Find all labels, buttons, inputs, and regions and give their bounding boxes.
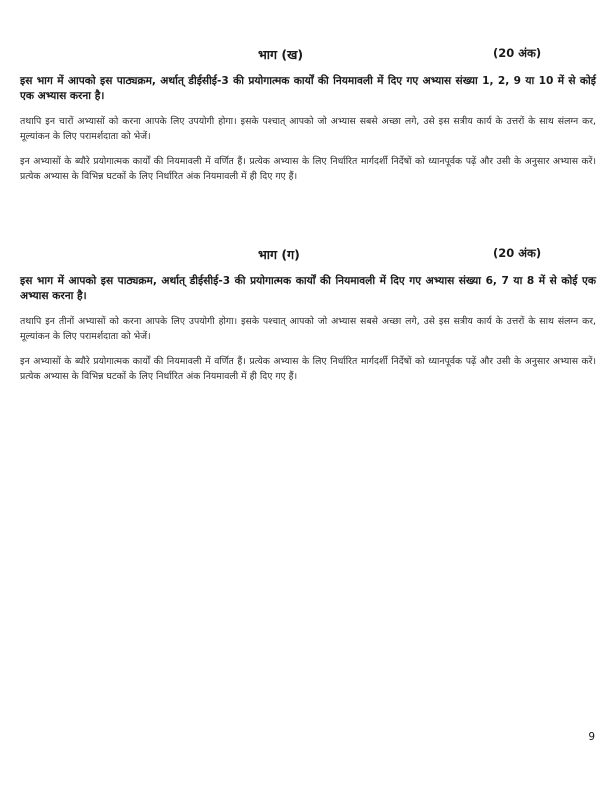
part-c-section: [20, 246, 596, 384]
part-b-instruction: इस भाग में आपको इस पाठ्यक्रम, अर्थात् डीईसीई-3 की प्रयोगात्मक कार्यों की नियमावली में दिए गए अभ्यास संख्या 1, 2, 9 या 10 में से कोई एक अभ्यास करना है।: [20, 75, 596, 102]
part-b-header: [20, 46, 596, 66]
part-c-instruction: इस भाग में आपको इस पाठ्यक्रम, अर्थात् डीईसीई-3 की प्रयोगात्मक कार्यों की नियमावली में दिए गए अभ्यास संख्या 6, 7 या 8 में से कोई एक अभ्यास करना है।: [20, 275, 596, 302]
part-b-marks: (20 अंक): [493, 46, 542, 60]
part-b-title: भाग (ख): [258, 47, 304, 62]
part-c-paragraph-2: इन अभ्यासों के ब्यौरे प्रयोगात्मक कार्यों की नियमावली में वर्णित हैं। प्रत्येक अभ्यास के लिए निर्धारित मार्गदर्शी निर्देषों को ध्यानपूर्वक पढ़ें और उसी के अनुसार अभ्यास करें। प्रत्येक अभ्यास के विभिन्न घटकों के लिए निर्धारित अंक नियमावली में ही दिए गए हैं।: [20, 356, 596, 382]
part-c-marks: (20 अंक): [493, 246, 542, 260]
part-c-header: [20, 246, 596, 266]
part-b-paragraph-1: तथापि इन चारों अभ्यासों को करना आपके लिए उपयोगी होगा। इसके पश्चात् आपको जो अभ्यास सबसे अच्छा लगे, उसे इस सत्रीय कार्य के उत्तरों के साथ संलग्न कर, मूल्यांकन के लिए परामर्शदाता को भेजें।: [20, 116, 596, 142]
page-number: 9: [588, 731, 595, 743]
part-b-section: [20, 46, 596, 184]
part-b-paragraph-2: इन अभ्यासों के ब्यौरे प्रयोगात्मक कार्यों की नियमावली में वर्णित हैं। प्रत्येक अभ्यास के लिए निर्धारित मार्गदर्शी निर्देषों को ध्यानपूर्वक पढ़ें और उसी के अनुसार अभ्यास करें। प्रत्येक अभ्यास के विभिन्न घटकों के लिए निर्धारित अंक नियमावली में ही दिए गए हैं।: [20, 156, 596, 182]
part-c-title: भाग (ग): [258, 247, 300, 262]
part-c-paragraph-1: तथापि इन तीनों अभ्यासों को करना आपके लिए उपयोगी होगा। इसके पश्चात् आपको जो अभ्यास सबसे अच्छा लगे, उसे इस सत्रीय कार्य के उत्तरों के साथ संलग्न कर, मूल्यांकन के लिए परामर्शदाता को भेजें।: [20, 316, 596, 342]
